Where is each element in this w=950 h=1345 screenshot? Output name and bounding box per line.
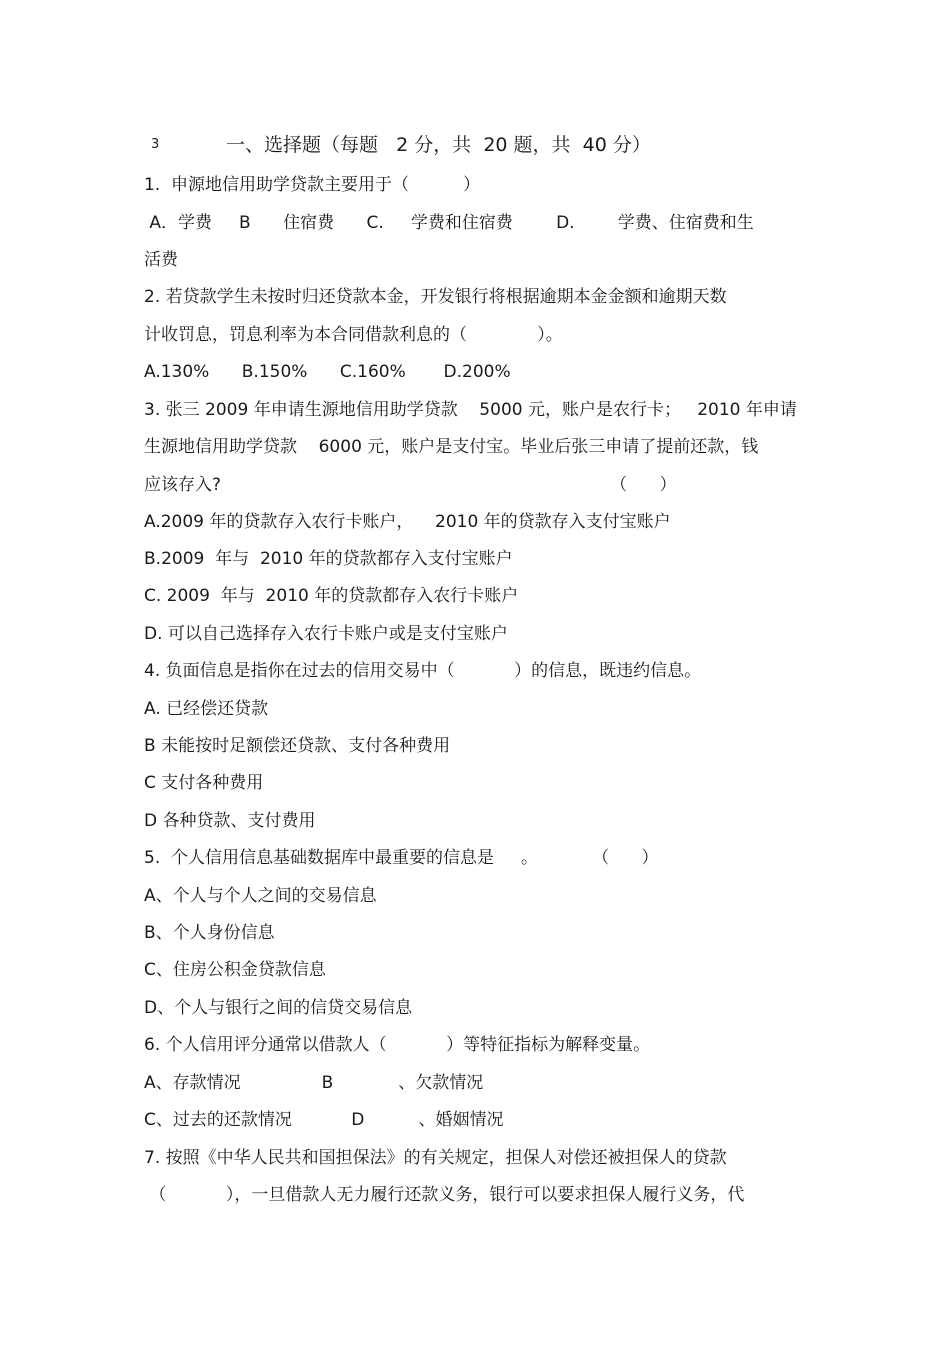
question-line: D. 可以自己选择存入农行卡账户或是支付宝账户 bbox=[144, 624, 508, 644]
question-line: C、过去的还款情况 D 、婚姻情况 bbox=[144, 1110, 504, 1130]
question-line: 7. 按照《中华人民共和国担保法》的有关规定，担保人对偿还被担保人的贷款 bbox=[144, 1148, 727, 1168]
question-line: （ ），一旦借款人无力履行还款义务，银行可以要求担保人履行义务，代 bbox=[144, 1185, 745, 1205]
question-line: 活费 bbox=[144, 250, 178, 270]
question-line: 应该存入? （ ） bbox=[144, 475, 677, 495]
question-line: 5. 个人信用信息基础数据库中最重要的信息是 。 （ ） bbox=[144, 848, 659, 868]
question-line: D 各种贷款、支付费用 bbox=[144, 811, 316, 831]
question-line: A.2009 年的贷款存入农行卡账户， 2010 年的贷款存入支付宝账户 bbox=[144, 512, 671, 532]
question-line: 生源地信用助学贷款 6000 元，账户是支付宝。毕业后张三申请了提前还款，钱 bbox=[144, 437, 759, 457]
page-number: 3 bbox=[151, 137, 160, 152]
question-line: C、住房公积金贷款信息 bbox=[144, 960, 326, 980]
question-line: 6. 个人信用评分通常以借款人（ ）等特征指标为解释变量。 bbox=[144, 1035, 651, 1055]
question-line: C. 2009 年与 2010 年的贷款都存入农行卡账户 bbox=[144, 586, 519, 606]
question-line: A. 已经偿还贷款 bbox=[144, 699, 269, 719]
question-line: 计收罚息，罚息利率为本合同借款利息的（ ）。 bbox=[144, 325, 563, 345]
question-line: A、存款情况 B 、欠款情况 bbox=[144, 1073, 484, 1093]
question-line: D、个人与银行之间的信贷交易信息 bbox=[144, 998, 413, 1018]
question-line: 4. 负面信息是指你在过去的信用交易中（ ）的信息，既违约信息。 bbox=[144, 661, 702, 681]
question-line: B.2009 年与 2010 年的贷款都存入支付宝账户 bbox=[144, 549, 513, 569]
question-line: C 支付各种费用 bbox=[144, 773, 264, 793]
section-title: 一、选择题（每题 2 分，共 20 题，共 40 分） bbox=[226, 134, 651, 156]
question-line: B 未能按时足额偿还贷款、支付各种费用 bbox=[144, 736, 451, 756]
question-line: B、个人身份信息 bbox=[144, 923, 275, 943]
question-line: A、个人与个人之间的交易信息 bbox=[144, 886, 377, 906]
question-line: 2. 若贷款学生未按时归还贷款本金，开发银行将根据逾期本金金额和逾期天数 bbox=[144, 287, 727, 307]
question-line: 1. 申源地信用助学贷款主要用于（ ） bbox=[144, 175, 481, 195]
question-line: 3. 张三 2009 年申请生源地信用助学贷款 5000 元，账户是农行卡； 2010 年申请 bbox=[144, 400, 797, 420]
question-line: A.130% B.150% C.160% D.200% bbox=[144, 362, 511, 382]
question-line: A．学费 B 住宿费 C. 学费和住宿费 D. 学费、住宿费和生 bbox=[144, 213, 754, 233]
